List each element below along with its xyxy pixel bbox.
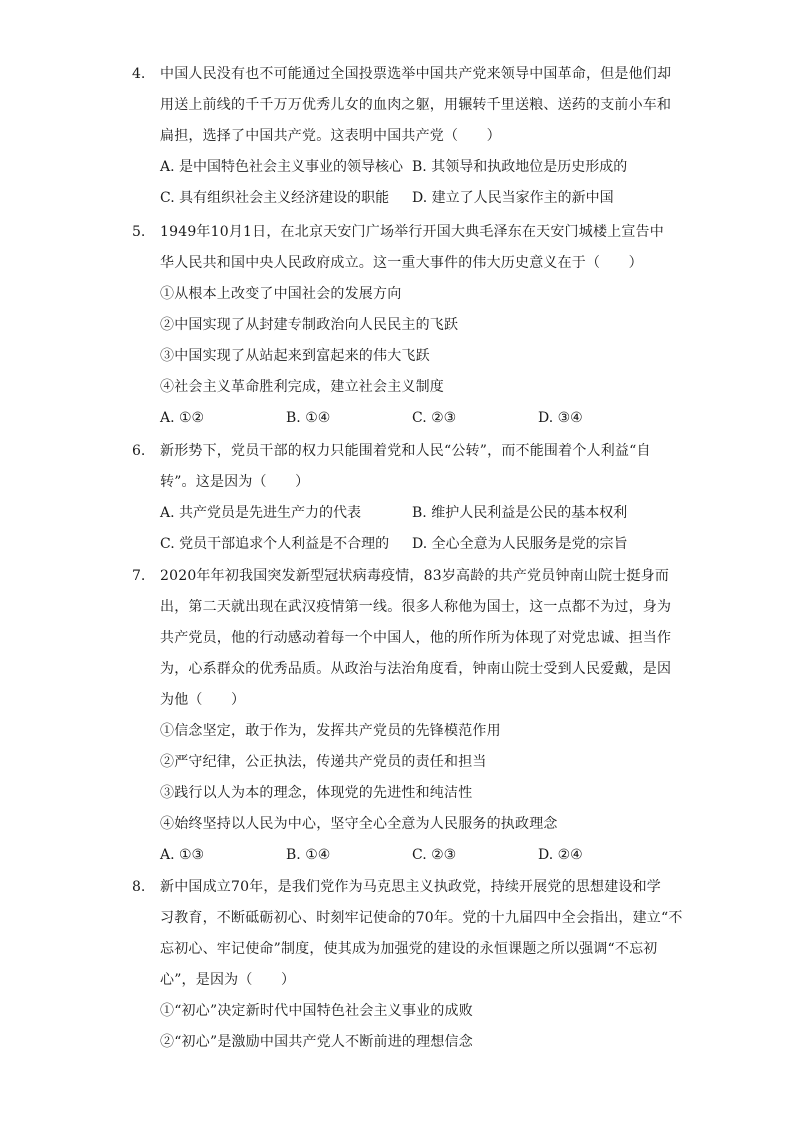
stem-line: 转”。这是因为（ ） <box>160 474 310 490</box>
question-number: 7. <box>132 568 146 584</box>
statement-item: ②中国实现了从封建专制政治向人民民主的飞跃 <box>160 317 459 333</box>
option-row <box>160 498 672 529</box>
question-body <box>160 217 672 434</box>
stem-line: 习教育，不断砥砺初心、时刻牢记使命的70年。党的十九届四中全会指出，建立“不 <box>160 910 683 926</box>
question-6 <box>132 436 672 560</box>
question-number: 5. <box>132 224 146 240</box>
statement-item: ④始终坚持以人民为中心，坚守全心全意为人民服务的执政理念 <box>160 816 558 832</box>
statement-item: ③践行以人为本的理念，体现党的先进性和纯洁性 <box>160 785 473 801</box>
stem-line: 1949年10月1日，在北京天安门广场举行开国大典毛泽东在天安门城楼上宣告中 <box>160 224 664 240</box>
stem-line: 中国人民没有也不可能通过全国投票选举中国共产党来领导中国革命，但是他们却 <box>160 66 672 82</box>
option-d[interactable]: D. 建立了人民当家作主的新中国 <box>412 190 614 206</box>
option-row <box>160 183 672 214</box>
option-b[interactable]: B. 其领导和执政地位是历史形成的 <box>412 159 628 175</box>
option-d[interactable]: D. ②④ <box>538 847 583 863</box>
option-row <box>160 840 672 871</box>
stem-line: 共产党员，他的行动感动着每一个中国人，他的所作所为体现了对党忠诚、担当作 <box>160 630 672 646</box>
stem-line: 为，心系群众的优秀品质。从政治与法治角度看，钟南山院士受到人民爱戴，是因 <box>160 661 672 677</box>
option-d[interactable]: D. 全心全意为人民服务是党的宗旨 <box>412 536 628 552</box>
statement-item: ①信念坚定，敢于作为，发挥共产党员的先锋模范作用 <box>160 723 501 739</box>
question-5 <box>132 217 672 434</box>
stem-line: 忘初心、牢记使命”制度，使其成为加强党的建设的永恒课题之所以强调“不忘初 <box>160 941 658 957</box>
option-b[interactable]: B. ①④ <box>286 410 331 426</box>
statement-item: ②严守纪律，公正执法，传递共产党员的责任和担当 <box>160 754 487 770</box>
option-row <box>160 152 672 183</box>
option-a[interactable]: A. ①③ <box>160 847 205 863</box>
option-d[interactable]: D. ③④ <box>538 410 583 426</box>
question-8 <box>132 872 683 1058</box>
option-a[interactable]: A. 是中国特色社会主义事业的领导核心 <box>160 159 404 175</box>
option-c[interactable]: C. ②③ <box>412 847 457 863</box>
option-b[interactable]: B. ①④ <box>286 847 331 863</box>
stem-line: 新形势下，党员干部的权力只能围着党和人民“公转”，而不能围着个人利益“自 <box>160 443 651 459</box>
stem-line: 新中国成立70年，是我们党作为马克思主义执政党，持续开展党的思想建设和学 <box>160 879 662 895</box>
stem-line: 为他（ ） <box>160 692 246 708</box>
option-c[interactable]: C. ②③ <box>412 410 457 426</box>
stem-line: 出，第二天就出现在武汉疫情第一线。很多人称他为国士，这一点都不为过，身为 <box>160 599 672 615</box>
question-4 <box>132 59 672 214</box>
option-a[interactable]: A. ①② <box>160 410 205 426</box>
statement-item: ④社会主义革命胜利完成，建立社会主义制度 <box>160 379 444 395</box>
question-7 <box>132 561 672 871</box>
question-body <box>160 59 672 214</box>
option-row <box>160 529 672 560</box>
stem-line: 2020年年初我国突发新型冠状病毒疫情，83岁高龄的共产党员钟南山院士挺身而 <box>160 568 670 584</box>
stem-line: 华人民共和国中央人民政府成立。这一重大事件的伟大历史意义在于（ ） <box>160 255 643 271</box>
option-c[interactable]: C. 具有组织社会主义经济建设的职能 <box>160 190 390 206</box>
question-number: 6. <box>132 443 146 459</box>
statement-item: ①从根本上改变了中国社会的发展方向 <box>160 286 402 302</box>
option-row <box>160 403 672 434</box>
question-body <box>160 436 672 560</box>
question-number: 8. <box>132 879 146 895</box>
statement-item: ②“初心”是激励中国共产党人不断前进的理想信念 <box>160 1034 473 1050</box>
stem-line: 扁担，选择了中国共产党。这表明中国共产党（ ） <box>160 128 501 144</box>
option-a[interactable]: A. 共产党员是先进生产力的代表 <box>160 505 362 521</box>
question-body <box>160 561 672 871</box>
statement-item: ③中国实现了从站起来到富起来的伟大飞跃 <box>160 348 430 364</box>
question-number: 4. <box>132 66 146 82</box>
option-b[interactable]: B. 维护人民利益是公民的基本权利 <box>412 505 628 521</box>
statement-item: ①“初心”决定新时代中国特色社会主义事业的成败 <box>160 1003 473 1019</box>
option-c[interactable]: C. 党员干部追求个人利益是不合理的 <box>160 536 390 552</box>
stem-line: 心”，是因为（ ） <box>160 972 296 988</box>
stem-line: 用送上前线的千千万万优秀儿女的血肉之躯，用辗转千里送粮、送药的支前小车和 <box>160 97 672 113</box>
question-body <box>160 872 683 1058</box>
